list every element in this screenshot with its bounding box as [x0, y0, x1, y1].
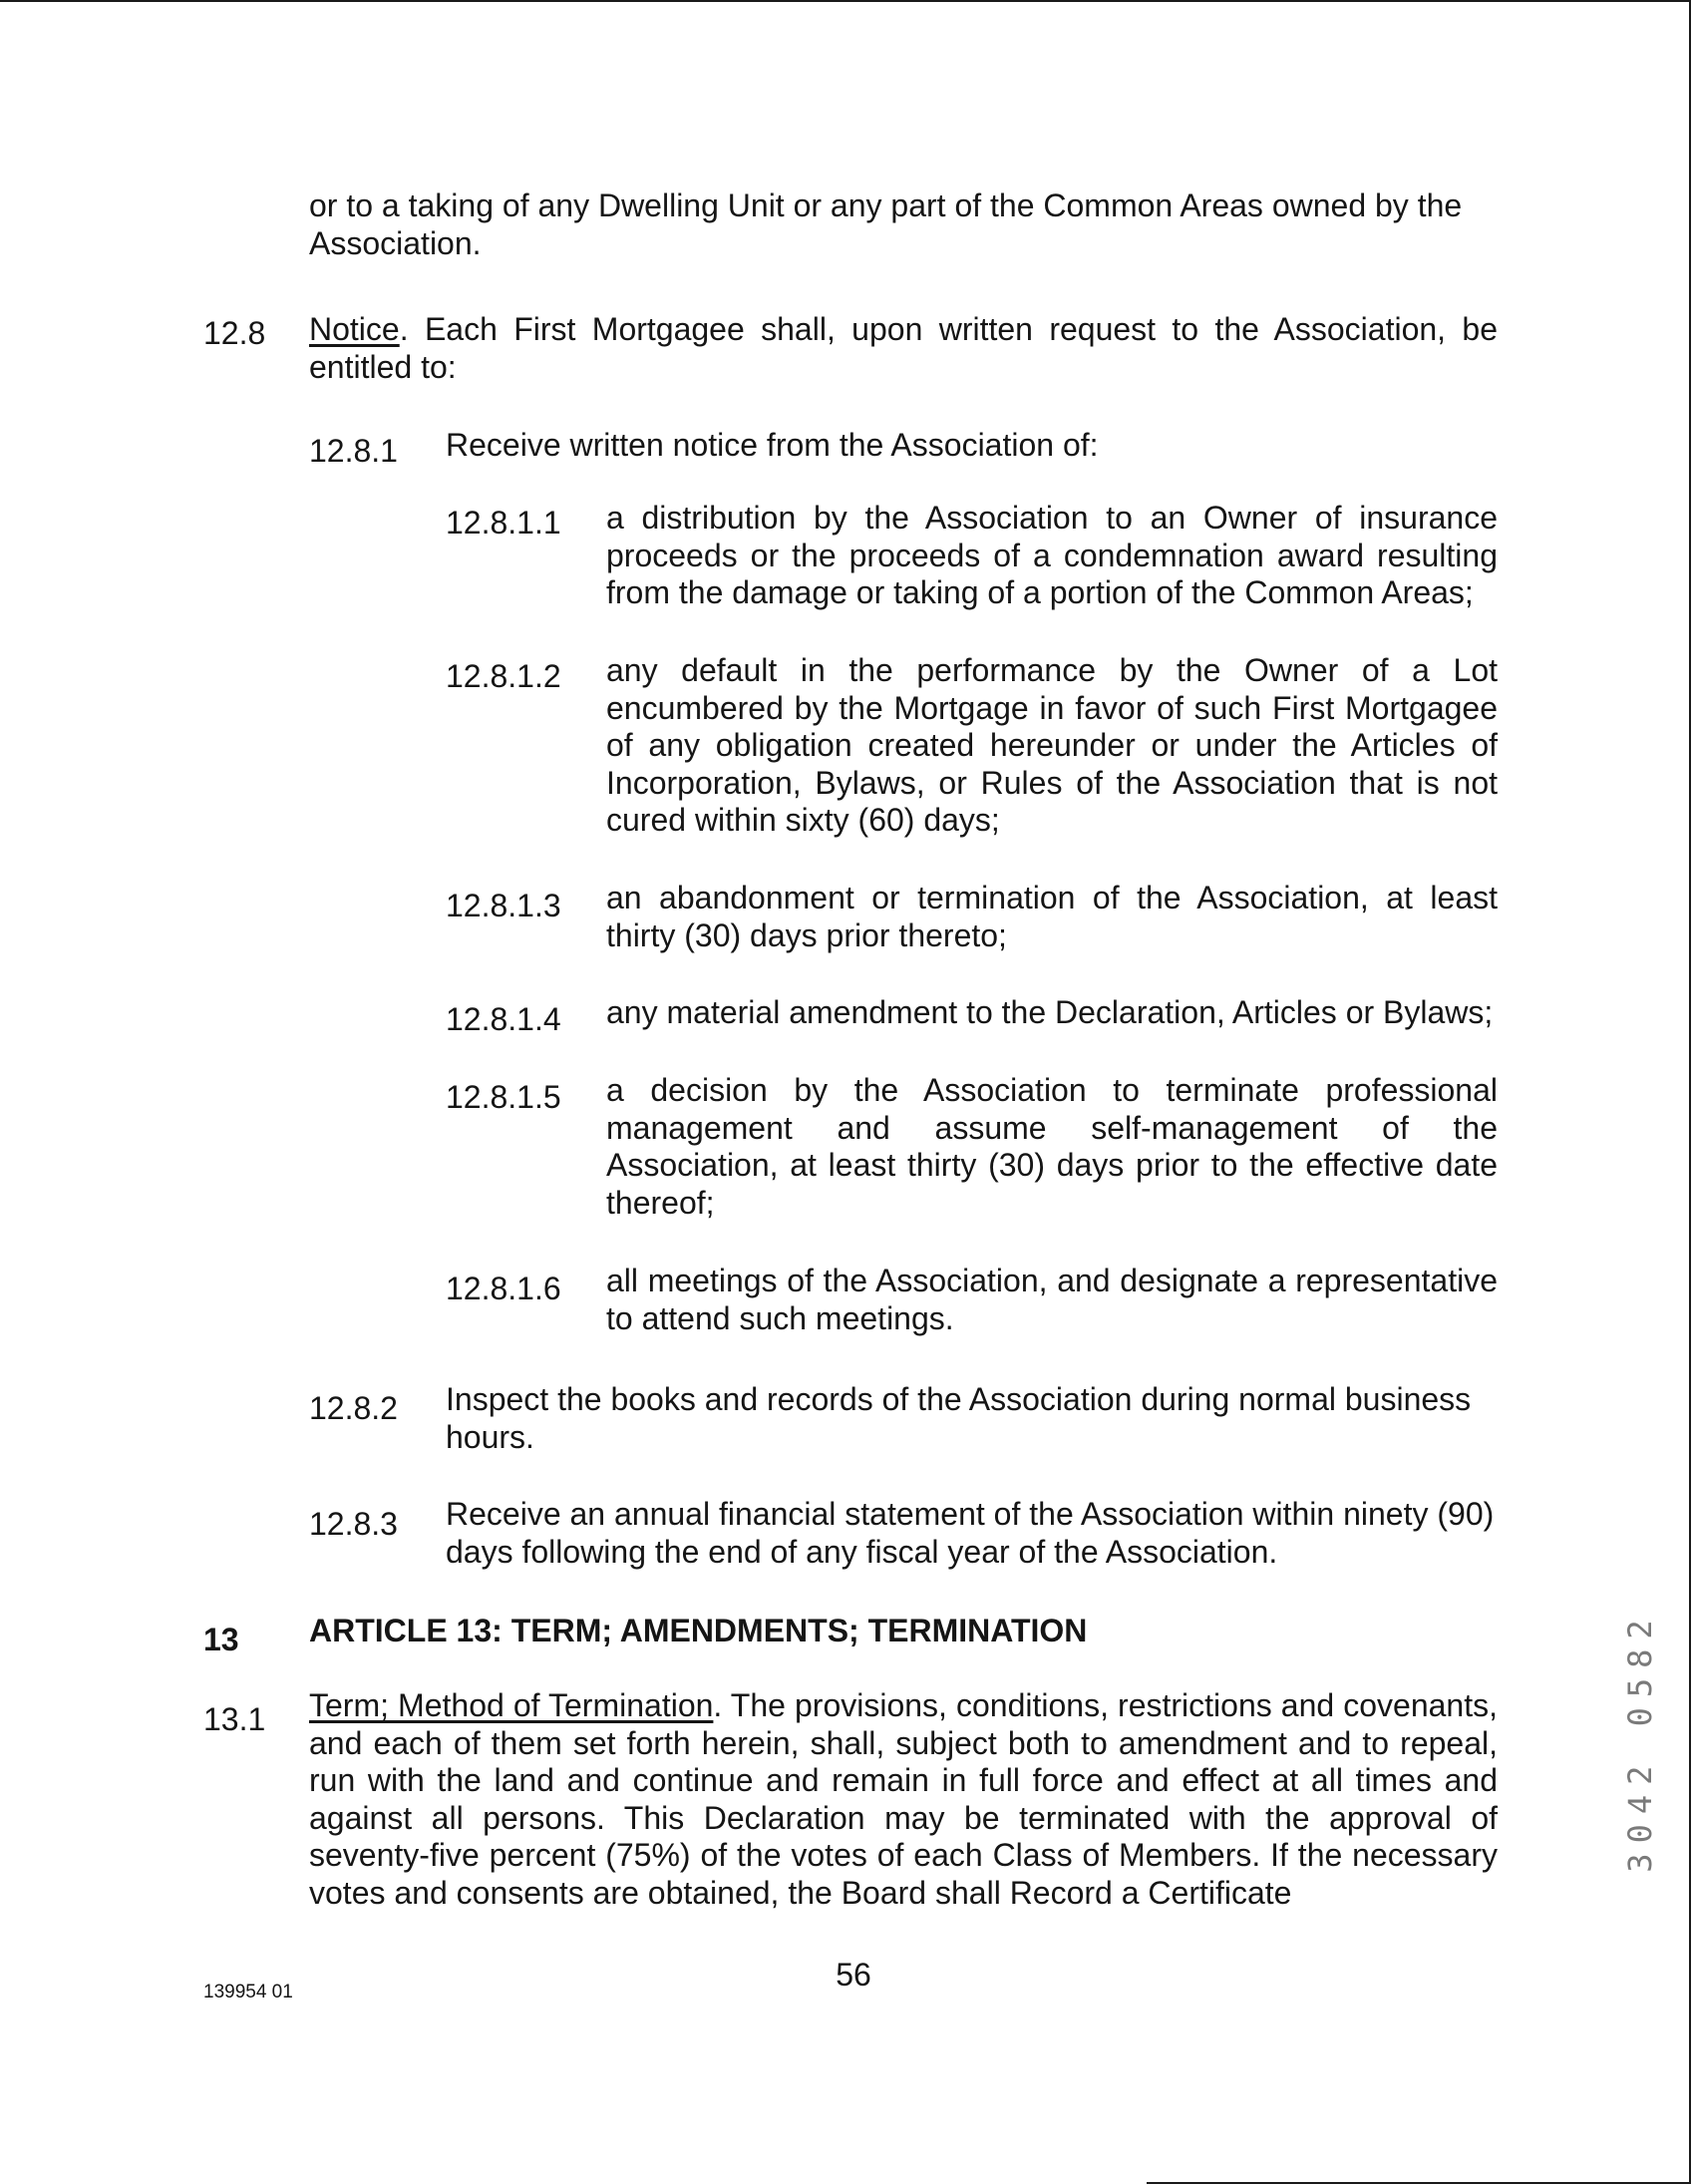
section-13-1-paragraph: [309, 1687, 1498, 1912]
page-border-top: [0, 0, 1691, 2]
item-12-8-1-4-text: any material amendment to the Declaration, Articles or Bylaws;: [606, 994, 1494, 1030]
page-number: 56: [836, 1957, 871, 1993]
article-13-title: ARTICLE 13: TERM; AMENDMENTS; TERMINATION: [309, 1613, 1088, 1648]
section-13-1-heading: Term; Method of Termination: [309, 1687, 714, 1723]
item-12-8-1-5-text: a decision by the Association to terminate professional management and assume self-management of the Association, at least thirty (30) days prior to the effective date thereof;: [606, 1072, 1498, 1221]
section-12-8-paragraph: [309, 311, 1498, 386]
section-12-8-1-number: 12.8.1: [309, 433, 398, 469]
section-13-1-number: 13.1: [203, 1701, 266, 1737]
item-12-8-1-3-text: an abandonment or termination of the Association, at least thirty (30) days prior thereto;: [606, 880, 1498, 953]
section-12-8-1-text: Receive written notice from the Association of:: [446, 427, 1099, 463]
recording-stamp-text: 3042 0582: [1621, 1610, 1659, 1873]
recording-stamp: [1621, 1572, 1659, 1911]
section-12-8-3-text: Receive an annual financial statement of the Association within ninety (90) days following the end of any fiscal year of the Association.: [446, 1496, 1495, 1570]
section-12-8-2-text: Inspect the books and records of the Association during normal business hours.: [446, 1381, 1472, 1455]
document-code: 139954 01: [203, 1982, 293, 2002]
item-12-8-1-2-text: any default in the performance by the Owner of a Lot encumbered by the Mortgage in favor of such First Mortgagee of any obligation created hereunder or under the Articles of Incorporation, Bylaws, or Rules of the Association that is not cured within sixty (60) days;: [606, 652, 1498, 838]
item-12-8-1-4-number: 12.8.1.4: [446, 1001, 561, 1037]
item-12-8-1-5-number: 12.8.1.5: [446, 1079, 561, 1115]
item-12-8-1-1-text: a distribution by the Association to an Owner of insurance proceeds or the proceeds of a condemnation award resulting from the damage or taking of a portion of the Common Areas;: [606, 500, 1498, 610]
section-12-8-heading: Notice: [309, 311, 400, 347]
item-12-8-1-3-number: 12.8.1.3: [446, 888, 561, 923]
section-12-8-text: . Each First Mortgagee shall, upon written request to the Association, be entitled to:: [309, 311, 1498, 385]
section-12-8-3-number: 12.8.3: [309, 1506, 398, 1542]
item-12-8-1-1-number: 12.8.1.1: [446, 505, 561, 541]
item-12-8-1-6-number: 12.8.1.6: [446, 1271, 561, 1306]
intro-paragraph: or to a taking of any Dwelling Unit or any part of the Common Areas owned by the Association.: [309, 187, 1463, 261]
section-13-1-text: . The provisions, conditions, restrictions and covenants, and each of them set forth herein, shall, subject both to amendment and to repeal, run with the land and continue and remain in full force and effect at all times and against all persons. This Declaration may be terminated with the approval of seventy-five percent (75%) of the votes of each Class of Members. If the necessary votes and consents are obtained, the Board shall Record a Certificate: [309, 1687, 1499, 1911]
section-12-8-2-number: 12.8.2: [309, 1390, 398, 1426]
section-12-8-number: 12.8: [203, 315, 266, 351]
article-13-number: 13: [203, 1622, 239, 1657]
item-12-8-1-6-text: all meetings of the Association, and designate a representative to attend such meetings.: [606, 1263, 1498, 1336]
item-12-8-1-2-number: 12.8.1.2: [446, 658, 561, 694]
